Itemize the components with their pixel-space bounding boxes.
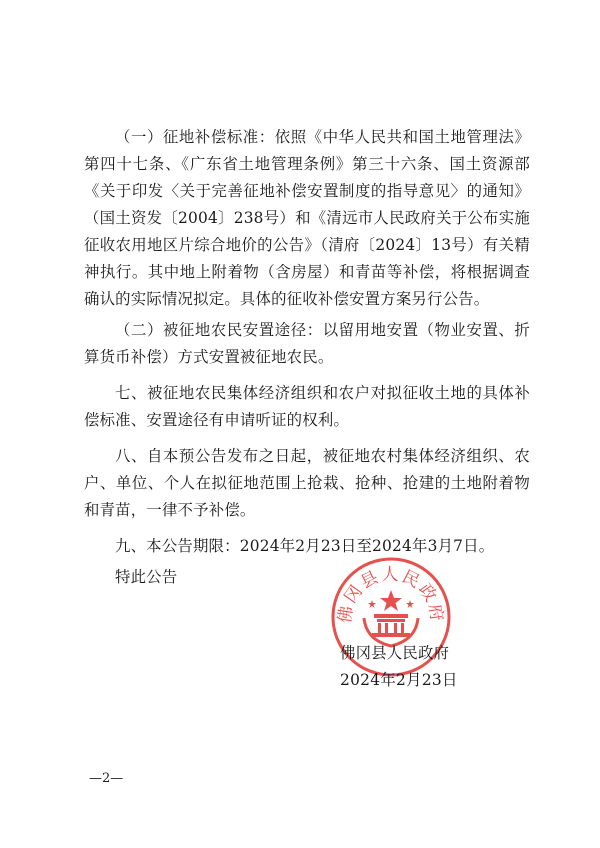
paragraph-hearing-right: 七、被征地农民集体经济组织和农户对拟征收土地的具体补偿标准、安置途径有申请听证的权利。	[84, 384, 530, 429]
body-text	[84, 124, 530, 591]
signature-organization: 佛冈县人民政府	[340, 644, 450, 662]
paragraph-no-compensation: 八、自本预公告发布之日起，被征地农村集体经济组织、农户、单位、个人在拟征地范围上抢栽、抢种、抢建的土地附着物和青苗，一律不予补偿。	[84, 447, 530, 519]
paragraph-closing: 特此公告	[115, 568, 178, 586]
signature-date: 2024年2月23日	[340, 671, 458, 689]
paragraph-compensation-standard: （一）征地补偿标准：依照《中华人民共和国土地管理法》第四十七条、《广东省土地管理条例》第三十六条、国土资源部《关于印发〈关于完善征地补偿安置制度的指导意见〉的通知》（国土资发〔2004〕238号）和《清远市人民政府关于公布实施征收农用地区片综合地价的公告》（清府〔2024〕13号）有关精神执行。其中地上附着物（含房屋）和青苗等补偿，将根据调查确认的实际情况拟定。具体的征收补偿安置方案另行公告。	[84, 128, 530, 308]
svg-text:佛冈县人民政府: 佛冈县人民政府	[335, 565, 447, 625]
paragraph-notice-period: 九、本公告期限：2024年2月23日至2024年3月7日。	[115, 537, 495, 555]
page-number: —2—	[89, 771, 124, 786]
paragraph-resettlement: （二）被征地农民安置途径：以留用地安置（物业安置、折算货币补偿）方式安置被征地农民。	[84, 321, 530, 366]
emblem-icon	[364, 590, 418, 646]
